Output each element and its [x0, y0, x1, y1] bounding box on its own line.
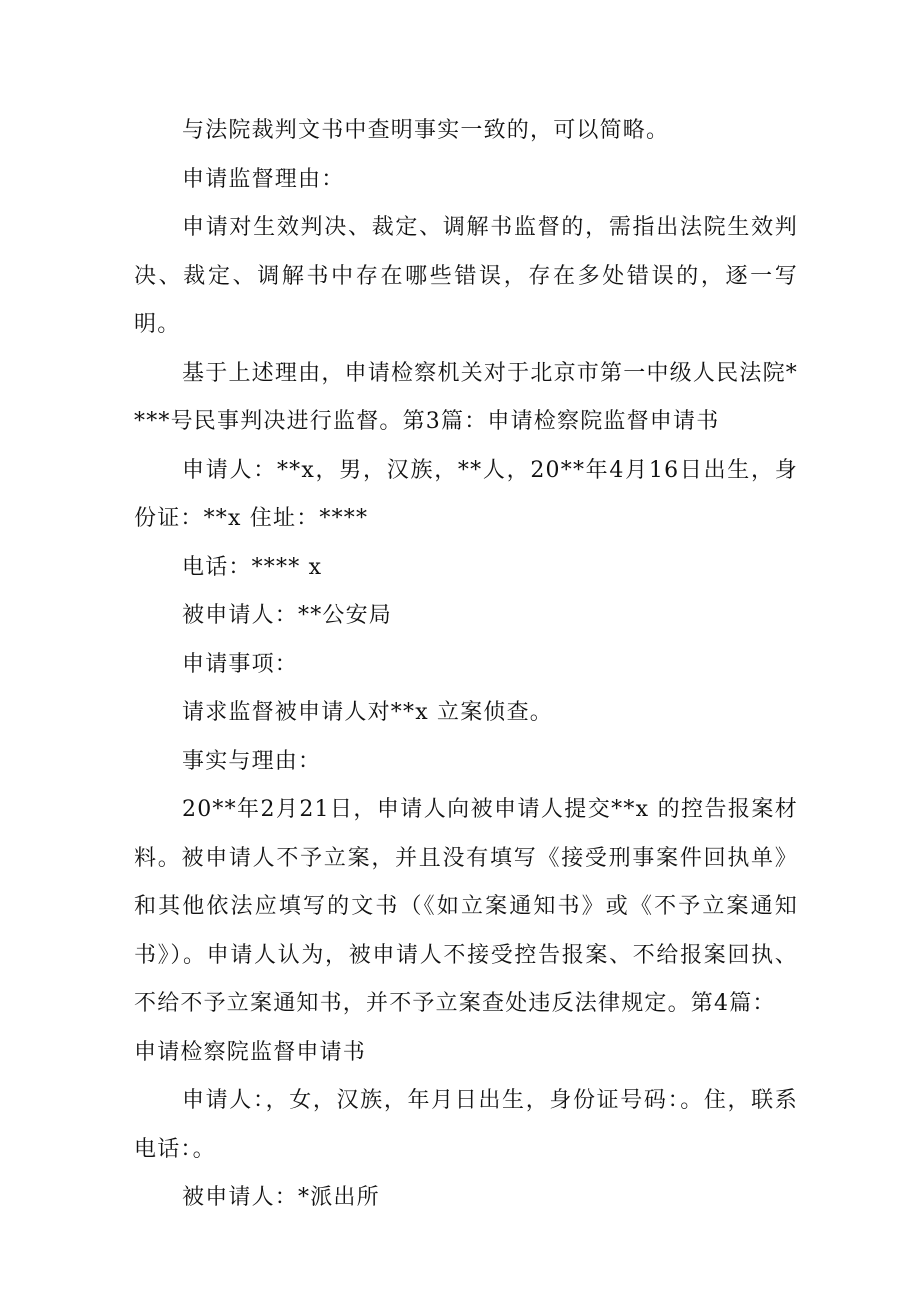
- paragraph-facts-heading: 事实与理由：: [182, 748, 322, 774]
- paragraph-section-title: 申请检察院监督申请书: [134, 1039, 367, 1065]
- paragraph-reasons-heading: 申请监督理由：: [182, 166, 345, 192]
- paragraph-summary-note: 与法院裁判文书中查明事实一致的，可以简略。: [182, 118, 670, 143]
- paragraph-respondent: 被申请人：**公安局: [182, 603, 393, 628]
- document-body: [134, 107, 798, 1223]
- paragraph-applicant-2: 申请人：，女，汉族，年月日出生，身份证号码：。住，联系电话：。: [134, 1088, 798, 1162]
- paragraph-facts-body: 20**年2月21日，申请人向被申请人提交**x 的控告报案材料。被申请人不予立案，并且没有填写《接受刑事案件回执单》和其他依法应填写的文书（《如立案通知书》或《不予立案通知书》）。申请人认为，被申请人不接受控告报案、不给报案回执、不给不予立案通知书，并不予立案查处违反法律规定。第4篇：: [134, 797, 798, 1016]
- paragraph-applicant: 申请人：**x，男，汉族，**人，20**年4月16日出生，身份证：**x 住址：****: [134, 457, 798, 531]
- paragraph-reasons-body: 申请对生效判决、裁定、调解书监督的，需指出法院生效判决、裁定、调解书中存在哪些错误，存在多处错误的，逐一写明。: [134, 215, 798, 337]
- paragraph-respondent-2: 被申请人：*派出所: [182, 1185, 380, 1210]
- paragraph-request-heading: 申请事项：: [182, 651, 299, 677]
- paragraph-request-body: 请求监督被申请人对**x 立案侦查。: [182, 700, 554, 725]
- paragraph-conclusion: 基于上述理由，申请检察机关对于北京市第一中级人民法院****号民事判决进行监督。第3篇：申请检察院监督申请书: [134, 360, 798, 434]
- paragraph-phone: 电话：**** x: [182, 554, 323, 580]
